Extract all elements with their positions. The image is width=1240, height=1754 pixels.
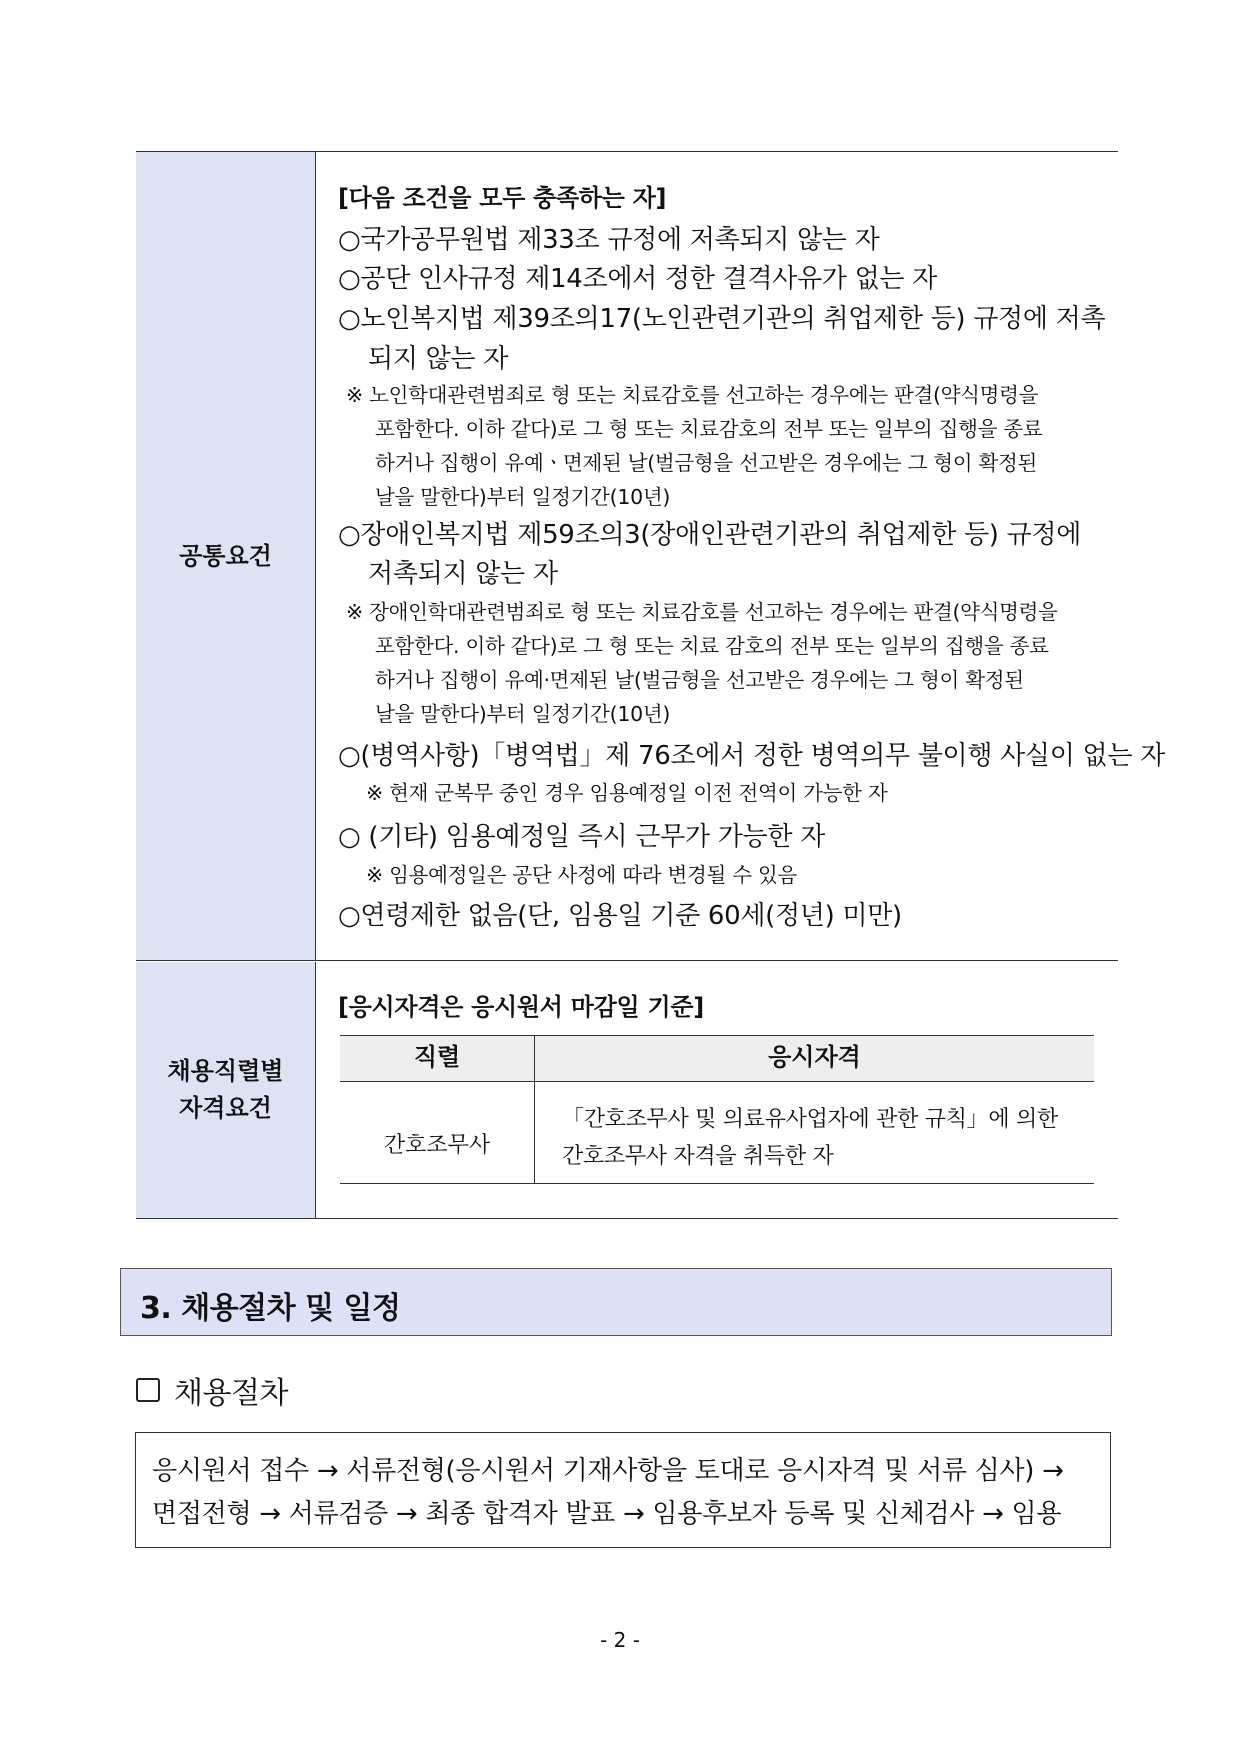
requirement-line: ※ 노인학대관련범죄로 형 또는 치료감호를 선고하는 경우에는 판결(약식명령을	[346, 383, 1039, 407]
table-cell-qualification-line1: 「간호조무사 및 의료유사업자에 관한 규칙」에 의한	[562, 1107, 1058, 1132]
table-cell-job: 간호조무사	[383, 1133, 491, 1158]
row-divider	[136, 960, 1118, 961]
column-header-qualification: 응시자격	[768, 1043, 861, 1071]
requirement-line: ○ (기타) 임용예정일 즉시 근무가 가능한 자	[338, 822, 825, 852]
process-line-2: 면접전형 → 서류검증 → 최종 합격자 발표 → 임용후보자 등록 및 신체검사 → 임용	[152, 1499, 1062, 1529]
requirement-line: ○공단 인사규정 제14조에서 정한 결격사유가 없는 자	[338, 264, 937, 294]
requirement-line: 저촉되지 않는 자	[368, 559, 558, 589]
process-line-1: 응시원서 접수 → 서류전형(응시원서 기재사항을 토대로 응시자격 및 서류 심사) →	[152, 1456, 1064, 1486]
requirement-line: 날을 말한다)부터 일정기간(10년)	[375, 702, 671, 726]
requirement-line: ○연령제한 없음(단, 임용일 기준 60세(정년) 미만)	[338, 901, 902, 931]
column-header-job: 직렬	[413, 1043, 461, 1071]
requirement-line: 포함한다. 이하 같다)로 그 형 또는 치료감호의 전부 또는 일부의 집행을 종료	[375, 417, 1043, 441]
requirement-line: 포함한다. 이하 같다)로 그 형 또는 치료 감호의 전부 또는 일부의 집행을 종료	[375, 634, 1049, 658]
section-title: 3. 채용절차 및 일정	[140, 1291, 401, 1326]
requirement-line: 날을 말한다)부터 일정기간(10년)	[375, 485, 671, 509]
qualification-table	[340, 1035, 1094, 1184]
requirement-line: ※ 현재 군복무 중인 경우 임용예정일 이전 전역이 가능한 자	[366, 781, 888, 805]
requirement-line: ○국가공무원법 제33조 규정에 저촉되지 않는 자	[338, 225, 880, 255]
requirement-line: ○노인복지법 제39조의17(노인관련기관의 취업제한 등) 규정에 저촉	[338, 304, 1106, 334]
requirement-line: 하거나 집행이 유예·면제된 날(벌금형을 선고받은 경우에는 그 형이 확정된	[375, 668, 1024, 692]
common-heading: [다음 조건을 모두 충족하는 자]	[338, 184, 667, 212]
requirement-line: 하거나 집행이 유예ㆍ면제된 날(벌금형을 선고받은 경우에는 그 형이 확정된	[375, 451, 1038, 475]
requirement-line: ※ 임용예정일은 공단 사정에 따라 변경될 수 있음	[366, 863, 797, 887]
column-divider	[534, 1035, 535, 1184]
requirement-line: ※ 장애인학대관련범죄로 형 또는 치료감호를 선고하는 경우에는 판결(약식명령을	[346, 600, 1058, 624]
checkbox-icon	[136, 1378, 160, 1402]
requirement-line: ○장애인복지법 제59조의3(장애인관련기관의 취업제한 등) 규정에	[338, 520, 1082, 550]
job-requirements-label: 채용직렬별 자격요건	[136, 962, 316, 1218]
requirement-line: ○(병역사항)「병역법」제 76조에서 정한 병역의무 불이행 사실이 없는 자	[338, 741, 1165, 771]
page-number: - 2 -	[600, 1628, 640, 1652]
requirement-line: 되지 않는 자	[368, 344, 509, 374]
common-requirements-label: 공통요건	[136, 152, 316, 960]
subsection-title: 채용절차	[174, 1376, 288, 1411]
table-bottom-border	[340, 1183, 1094, 1184]
job-heading: [응시자격은 응시원서 마감일 기준]	[338, 993, 704, 1021]
table-cell-qualification-line2: 간호조무사 자격을 취득한 자	[562, 1144, 834, 1169]
